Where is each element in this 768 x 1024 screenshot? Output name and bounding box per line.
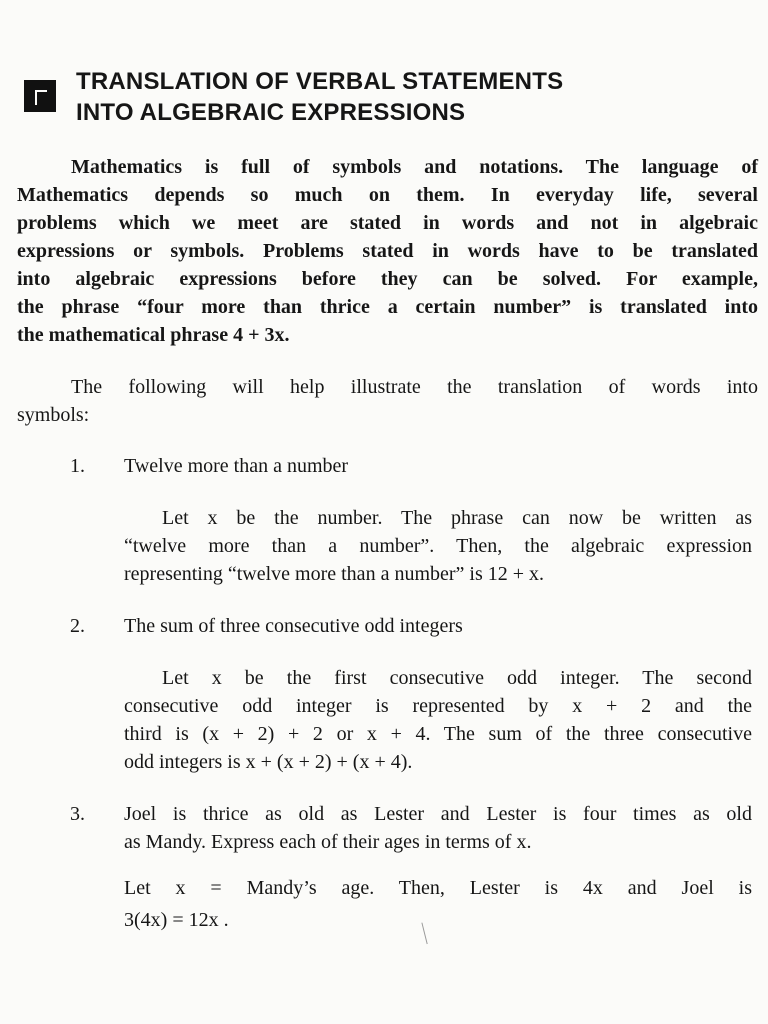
illustration-line: The following will help illustrate the translation of words into (71, 376, 758, 398)
item-body-line: third is (x + 2) + 2 or x + 4. The sum of the three consecutive (124, 723, 752, 745)
item-body-line: Let x = Mandy’s age. Then, Lester is 4x and Joel is (124, 877, 752, 899)
heading-line-1: TRANSLATION OF VERBAL STATEMENTS (76, 68, 564, 95)
item-body (124, 664, 752, 776)
section-marker-icon (24, 80, 56, 112)
intro-line: problems which we meet are stated in words and not in algebraic (17, 212, 758, 234)
item-body-equation (124, 906, 752, 934)
item-body-line: Let x be the number. The phrase can now be written as (162, 507, 752, 529)
illustration-paragraph (17, 373, 758, 429)
item-body-line: representing “twelve more than a number” is 12 + x. (124, 563, 545, 585)
heading-line-2: INTO ALGEBRAIC EXPRESSIONS (76, 99, 466, 126)
intro-line: into algebraic expressions before they can be solved. For example, (17, 268, 758, 290)
item-body-line: 3(4x) = 12x . (124, 909, 229, 931)
item-body-line: Let x be the first consecutive odd integer. The second (162, 667, 752, 689)
intro-paragraph (17, 153, 758, 349)
intro-line: the phrase “four more than thrice a certain number” is translated into (17, 296, 758, 318)
item-number: 3. (70, 803, 85, 825)
item-title-line: as Mandy. Express each of their ages in terms of x. (124, 831, 532, 853)
item-number: 1. (70, 455, 85, 477)
item-title: The sum of three consecutive odd integers (124, 615, 463, 637)
intro-line: the mathematical phrase 4 + 3x. (17, 324, 290, 346)
intro-line: Mathematics is full of symbols and notations. The language of (71, 156, 758, 178)
item-title-line: Joel is thrice as old as Lester and Lester is four times as old (124, 803, 752, 825)
item-body (124, 504, 752, 588)
item-body-line: consecutive odd integer is represented by x + 2 and the (124, 695, 752, 717)
illustration-line: symbols: (17, 404, 90, 426)
item-number: 2. (70, 615, 85, 637)
item-body-line: odd integers is x + (x + 2) + (x + 4). (124, 751, 413, 773)
section-marker-notch (35, 90, 47, 105)
item-body (124, 874, 752, 902)
item-title: Twelve more than a number (124, 455, 349, 477)
item-title (124, 800, 752, 856)
item-body-line: “twelve more than a number”. Then, the algebraic expression (124, 535, 752, 557)
section-heading (76, 66, 676, 128)
intro-line: expressions or symbols. Problems stated in words have to be translated (17, 240, 758, 262)
intro-line: Mathematics depends so much on them. In everyday life, several (17, 184, 758, 206)
